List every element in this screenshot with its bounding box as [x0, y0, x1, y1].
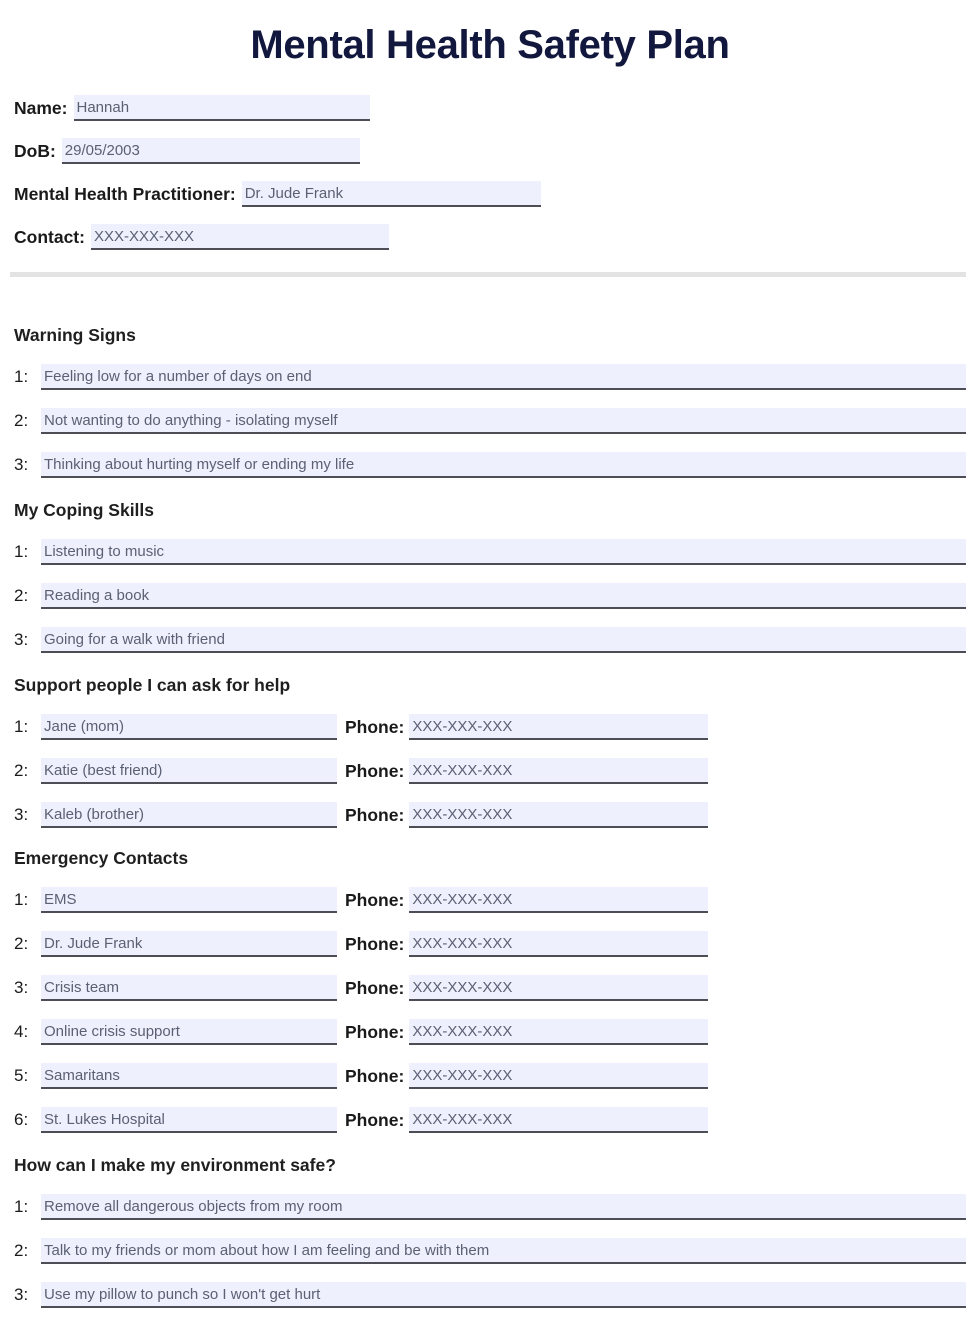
coping-skill-row	[14, 581, 966, 609]
support-person-row	[14, 756, 966, 784]
support-person-phone-1[interactable]: XXX-XXX-XXX	[409, 714, 708, 740]
emergency-contact-name-6[interactable]: St. Lukes Hospital	[41, 1107, 337, 1133]
practitioner-input[interactable]: Dr. Jude Frank	[242, 181, 541, 207]
row-number: 3:	[14, 630, 29, 649]
warning-sign-row	[14, 406, 966, 434]
phone-label: Phone:	[345, 805, 405, 825]
warning-sign-row	[14, 362, 966, 390]
phone-label: Phone:	[345, 1066, 405, 1086]
warning-sign-input-1[interactable]: Feeling low for a number of days on end	[41, 364, 966, 390]
environment-safe-row	[14, 1280, 966, 1308]
row-number: 5:	[14, 1066, 29, 1085]
patient-identity-block	[14, 90, 966, 250]
name-row	[14, 90, 966, 121]
section-environment-safe	[14, 1133, 966, 1308]
section-title-environment-safe: How can I make my environment safe?	[14, 1155, 336, 1175]
contact-row	[14, 219, 966, 250]
emergency-contact-name-2[interactable]: Dr. Jude Frank	[41, 931, 337, 957]
support-person-name-3[interactable]: Kaleb (brother)	[41, 802, 337, 828]
coping-skill-row	[14, 537, 966, 565]
section-title-emergency-contacts: Emergency Contacts	[14, 848, 189, 868]
page-title: Mental Health Safety Plan	[250, 23, 730, 67]
phone-label: Phone:	[345, 761, 405, 781]
section-emergency-contacts	[14, 828, 966, 1133]
support-person-name-2[interactable]: Katie (best friend)	[41, 758, 337, 784]
environment-safe-input-3[interactable]: Use my pillow to punch so I won't get hurt	[41, 1282, 966, 1308]
emergency-contact-name-4[interactable]: Online crisis support	[41, 1019, 337, 1045]
row-number: 2:	[14, 934, 29, 953]
support-person-phone-2[interactable]: XXX-XXX-XXX	[409, 758, 708, 784]
emergency-contact-row	[14, 1017, 966, 1045]
emergency-contact-phone-5[interactable]: XXX-XXX-XXX	[409, 1063, 708, 1089]
coping-skill-input-3[interactable]: Going for a walk with friend	[41, 627, 966, 653]
row-number: 2:	[14, 411, 29, 430]
row-number: 3:	[14, 455, 29, 474]
row-number: 2:	[14, 1241, 29, 1260]
emergency-contact-row	[14, 929, 966, 957]
phone-label: Phone:	[345, 717, 405, 737]
section-coping-skills	[14, 478, 966, 653]
row-number: 3:	[14, 978, 29, 997]
phone-label: Phone:	[345, 1022, 405, 1042]
coping-skill-input-1[interactable]: Listening to music	[41, 539, 966, 565]
practitioner-row	[14, 176, 966, 207]
dob-input[interactable]: 29/05/2003	[62, 138, 360, 164]
phone-label: Phone:	[345, 1110, 405, 1130]
support-person-row	[14, 712, 966, 740]
emergency-contact-phone-3[interactable]: XXX-XXX-XXX	[409, 975, 708, 1001]
section-title-coping-skills: My Coping Skills	[14, 500, 155, 520]
emergency-contact-row	[14, 1105, 966, 1133]
coping-skill-row	[14, 625, 966, 653]
emergency-contact-name-1[interactable]: EMS	[41, 887, 337, 913]
row-number: 4:	[14, 1022, 29, 1041]
contact-input[interactable]: XXX-XXX-XXX	[91, 224, 389, 250]
row-number: 1:	[14, 1197, 29, 1216]
row-number: 3:	[14, 1285, 29, 1304]
row-number: 2:	[14, 761, 29, 780]
support-person-phone-3[interactable]: XXX-XXX-XXX	[409, 802, 708, 828]
emergency-contact-name-3[interactable]: Crisis team	[41, 975, 337, 1001]
row-number: 1:	[14, 367, 29, 386]
emergency-contact-row	[14, 885, 966, 913]
row-number: 3:	[14, 805, 29, 824]
environment-safe-row	[14, 1236, 966, 1264]
warning-sign-row	[14, 450, 966, 478]
warning-sign-input-2[interactable]: Not wanting to do anything - isolating myself	[41, 408, 966, 434]
phone-label: Phone:	[345, 978, 405, 998]
emergency-contact-phone-4[interactable]: XXX-XXX-XXX	[409, 1019, 708, 1045]
emergency-contact-row	[14, 973, 966, 1001]
section-warning-signs	[14, 277, 966, 478]
warning-sign-input-3[interactable]: Thinking about hurting myself or ending my life	[41, 452, 966, 478]
coping-skill-input-2[interactable]: Reading a book	[41, 583, 966, 609]
emergency-contact-phone-6[interactable]: XXX-XXX-XXX	[409, 1107, 708, 1133]
emergency-contact-row	[14, 1061, 966, 1089]
name-label: Name:	[14, 98, 68, 118]
environment-safe-input-2[interactable]: Talk to my friends or mom about how I am feeling and be with them	[41, 1238, 966, 1264]
section-support-people	[14, 653, 966, 828]
contact-label: Contact:	[14, 227, 85, 247]
emergency-contact-phone-2[interactable]: XXX-XXX-XXX	[409, 931, 708, 957]
row-number: 1:	[14, 542, 29, 561]
dob-label: DoB:	[14, 141, 56, 161]
section-title-support-people: Support people I can ask for help	[14, 675, 291, 695]
row-number: 6:	[14, 1110, 29, 1129]
dob-row	[14, 133, 966, 164]
phone-label: Phone:	[345, 934, 405, 954]
section-title-warning-signs: Warning Signs	[14, 325, 136, 345]
emergency-contact-phone-1[interactable]: XXX-XXX-XXX	[409, 887, 708, 913]
practitioner-label: Mental Health Practitioner:	[14, 184, 236, 204]
support-person-name-1[interactable]: Jane (mom)	[41, 714, 337, 740]
phone-label: Phone:	[345, 890, 405, 910]
row-number: 1:	[14, 890, 29, 909]
row-number: 1:	[14, 717, 29, 736]
support-person-row	[14, 800, 966, 828]
row-number: 2:	[14, 586, 29, 605]
name-input[interactable]: Hannah	[74, 95, 370, 121]
environment-safe-row	[14, 1192, 966, 1220]
emergency-contact-name-5[interactable]: Samaritans	[41, 1063, 337, 1089]
environment-safe-input-1[interactable]: Remove all dangerous objects from my room	[41, 1194, 966, 1220]
